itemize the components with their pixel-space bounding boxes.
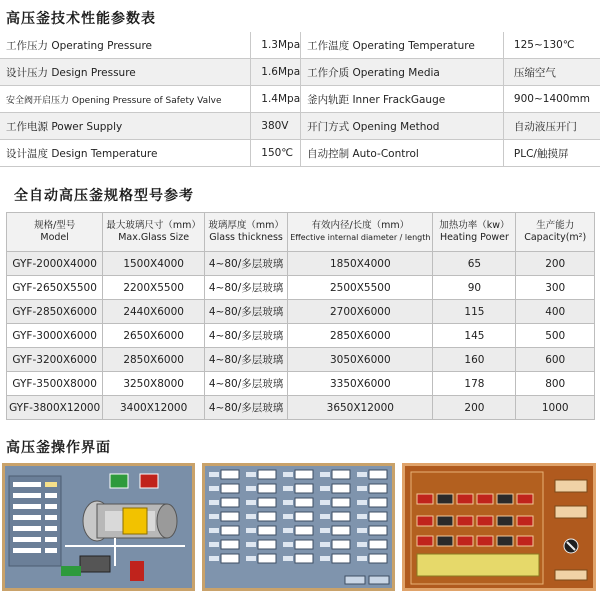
control-button [457,536,473,546]
control-button [517,516,533,526]
column-header [103,213,205,252]
parameter-value: 380V [251,113,301,140]
parameter-input-box [332,540,350,549]
parameter-label: 釜内轨距 Inner FrackGauge [301,86,504,113]
parameter-label: 工作电源 Power Supply [0,113,251,140]
table-cell: 200 [433,396,516,420]
table-cell: 4~80/多层玻璃 [204,276,287,300]
parameter-input-box [221,526,239,535]
parameter-label-block [209,528,219,533]
performance-row [0,140,600,167]
parameter-label-block [209,556,219,561]
parameter-label-block [246,514,256,519]
table-row [7,300,595,324]
parameter-label: 自动控制 Auto-Control [301,140,504,167]
parameter-input-box [332,470,350,479]
parameter-input-box [332,526,350,535]
table-cell: 4~80/多层玻璃 [204,396,287,420]
parameter-label-block [357,486,367,491]
table-cell: 300 [516,276,595,300]
column-header [7,213,103,252]
parameter-input-box [221,554,239,563]
column-header-en: Capacity(m²) [524,232,587,243]
table-cell: 178 [433,372,516,396]
table-cell: 65 [433,252,516,276]
parameter-input-box [221,470,239,479]
parameter-input-box [221,484,239,493]
table-cell: 4~80/多层玻璃 [204,348,287,372]
control-button [497,516,513,526]
parameter-label-block [283,486,293,491]
parameter-label-block [283,528,293,533]
parameter-label: 设计压力 Design Pressure [0,59,251,86]
column-header-cn: 有效内径/长度（mm） [311,220,410,231]
table-cell: GYF-3800X12000 [7,396,103,420]
parameter-label-block [246,528,256,533]
control-button [477,516,493,526]
parameter-input-box [221,512,239,521]
table-cell: GYF-3200X6000 [7,348,103,372]
parameter-input-box [369,526,387,535]
parameter-value: 1.3Mpa [251,32,301,59]
parameter-grid [205,466,392,588]
table-row [7,252,595,276]
parameter-input-box [258,470,276,479]
parameter-label-block [246,472,256,477]
parameter-value: 压缩空气 [503,59,600,86]
column-header-en: Glass thickness [209,232,283,243]
control-button [417,536,433,546]
parameter-input-box [369,512,387,521]
table-row [7,324,595,348]
control-button [477,494,493,504]
table-cell: 4~80/多层玻璃 [204,300,287,324]
parameter-value: 1.4Mpa [251,86,301,113]
parameter-label: 工作温度 Operating Temperature [301,32,504,59]
table-cell: 4~80/多层玻璃 [204,372,287,396]
control-button [477,536,493,546]
parameter-input-box [295,554,313,563]
parameter-label-block [246,542,256,547]
parameter-label-block [320,556,330,561]
parameter-label-block [357,542,367,547]
parameter-label-block [283,500,293,505]
table-cell: 2500X5500 [288,276,433,300]
column-header-cn: 生产能力 [536,220,575,231]
column-header-cn: 加热功率（kw） [439,220,510,231]
parameter-label-block [357,500,367,505]
performance-row [0,86,600,113]
table-cell: 600 [516,348,595,372]
parameter-input-box [369,554,387,563]
models-title: 全自动高压釜规格型号参考 [14,188,194,204]
column-header [204,213,287,252]
parameter-label-block [357,472,367,477]
column-header-en: Model [40,232,69,243]
parameter-input-box [258,512,276,521]
parameter-label: 工作压力 Operating Pressure [0,32,251,59]
column-header-cn: 规格/型号 [34,220,76,231]
parameter-value: 1.6Mpa [251,59,301,86]
parameter-input-box [332,554,350,563]
parameter-label-block [320,528,330,533]
table-cell: GYF-3000X6000 [7,324,103,348]
parameter-input-box [258,554,276,563]
parameter-input-box [258,540,276,549]
column-header-cn: 玻璃厚度（mm） [208,220,284,231]
table-cell: GYF-2850X6000 [7,300,103,324]
parameter-label-block [320,542,330,547]
parameter-label-block [209,472,219,477]
hmi-screen-parameters [202,463,395,591]
table-cell: GYF-2650X5500 [7,276,103,300]
process-diagram [5,466,192,588]
parameter-label-block [209,514,219,519]
table-row [7,396,595,420]
parameter-label: 开门方式 Opening Method [301,113,504,140]
control-button [517,536,533,546]
control-panel [405,466,593,588]
table-row [7,348,595,372]
parameter-input-box [295,526,313,535]
performance-title: 高压釜技术性能参数表 [6,11,156,27]
parameter-input-box [332,484,350,493]
parameter-label-block [209,500,219,505]
parameter-input-box [369,498,387,507]
parameter-label-block [320,500,330,505]
table-cell: 2650X6000 [103,324,205,348]
column-header [433,213,516,252]
performance-row [0,32,600,59]
table-cell: GYF-3500X8000 [7,372,103,396]
parameter-value: PLC/触摸屏 [503,140,600,167]
parameter-input-box [258,526,276,535]
parameter-value: 150℃ [251,140,301,167]
table-cell: 3250X8000 [103,372,205,396]
parameter-label-block [283,556,293,561]
control-button [517,494,533,504]
parameter-label-block [357,528,367,533]
hmi-screen-control [402,463,596,591]
parameter-input-box [295,540,313,549]
control-button [457,516,473,526]
table-cell: 160 [433,348,516,372]
control-button [497,536,513,546]
parameter-label-block [357,556,367,561]
table-cell: 4~80/多层玻璃 [204,324,287,348]
parameter-input-box [369,470,387,479]
parameter-input-box [369,484,387,493]
table-cell: 400 [516,300,595,324]
table-cell: 200 [516,252,595,276]
parameter-input-box [258,484,276,493]
parameter-label-block [283,514,293,519]
control-button [417,494,433,504]
parameter-input-box [295,470,313,479]
performance-row [0,59,600,86]
column-header [288,213,433,252]
performance-row [0,113,600,140]
parameter-label-block [357,514,367,519]
parameter-label-block [283,472,293,477]
models-header-row [7,213,595,252]
parameter-value: 900~1400mm [503,86,600,113]
parameter-input-box [332,498,350,507]
table-cell: 3350X6000 [288,372,433,396]
table-cell: 115 [433,300,516,324]
column-header-en: Max.Glass Size [118,232,190,243]
control-button [497,494,513,504]
parameter-input-box [295,498,313,507]
parameter-input-box [295,484,313,493]
table-cell: 1000 [516,396,595,420]
table-row [7,276,595,300]
parameter-label-block [283,542,293,547]
table-cell: 3400X12000 [103,396,205,420]
parameter-input-box [221,540,239,549]
table-cell: 2440X6000 [103,300,205,324]
control-button [457,494,473,504]
performance-table [0,32,600,167]
models-table [6,212,595,420]
table-cell: 2700X6000 [288,300,433,324]
parameter-label-block [246,556,256,561]
parameter-value: 自动液压开门 [503,113,600,140]
parameter-label: 安全阀开启压力 Opening Pressure of Safety Valve [0,86,251,113]
table-cell: 3650X12000 [288,396,433,420]
control-button [437,516,453,526]
parameter-label-block [209,542,219,547]
table-cell: 800 [516,372,595,396]
parameter-label-block [246,486,256,491]
table-cell: 2850X6000 [288,324,433,348]
parameter-input-box [332,512,350,521]
parameter-input-box [295,512,313,521]
table-cell: 1500X4000 [103,252,205,276]
parameter-label: 工作介质 Operating Media [301,59,504,86]
column-header-cn: 最大玻璃尺寸（mm） [106,220,201,231]
interface-title: 高压釜操作界面 [6,440,111,456]
column-header-en: Effective internal diameter / length [290,233,431,242]
table-cell: 2850X6000 [103,348,205,372]
parameter-input-box [221,498,239,507]
column-header-en: Heating Power [439,232,509,243]
parameter-input-box [369,540,387,549]
table-cell: 145 [433,324,516,348]
parameter-label-block [320,514,330,519]
parameter-label-block [209,486,219,491]
parameter-label: 设计温度 Design Temperature [0,140,251,167]
table-row [7,372,595,396]
parameter-input-box [258,498,276,507]
table-cell: 90 [433,276,516,300]
table-cell: GYF-2000X4000 [7,252,103,276]
control-button [437,536,453,546]
parameter-label-block [320,486,330,491]
table-cell: 4~80/多层玻璃 [204,252,287,276]
hmi-screen-process [2,463,195,591]
table-cell: 3050X6000 [288,348,433,372]
parameter-value: 125~130℃ [503,32,600,59]
parameter-label-block [246,500,256,505]
table-cell: 500 [516,324,595,348]
parameter-label-block [320,472,330,477]
control-button [437,494,453,504]
table-cell: 1850X4000 [288,252,433,276]
column-header [516,213,595,252]
table-cell: 2200X5500 [103,276,205,300]
control-button [417,516,433,526]
